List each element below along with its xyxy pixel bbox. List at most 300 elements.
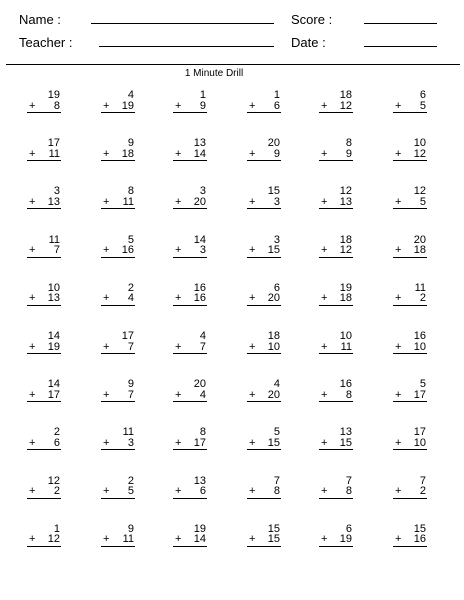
addend-top: 9 xyxy=(127,378,134,391)
answer-line[interactable] xyxy=(173,449,207,450)
plus-sign: + xyxy=(249,292,256,305)
addend-bottom: 8 xyxy=(345,388,352,401)
plus-sign: + xyxy=(29,147,36,160)
addend-top: 1 xyxy=(53,522,60,535)
addend-bottom-row xyxy=(27,197,61,208)
problem xyxy=(173,138,207,159)
answer-line[interactable] xyxy=(173,401,207,402)
problem xyxy=(173,331,207,352)
problem xyxy=(319,90,353,111)
addend-bottom-row xyxy=(319,342,353,353)
plus-sign: + xyxy=(103,388,110,401)
plus-sign: + xyxy=(175,533,182,546)
addend-top: 8 xyxy=(127,185,134,198)
plus-sign: + xyxy=(395,292,402,305)
addend-bottom: 4 xyxy=(199,388,206,401)
addend-bottom-row xyxy=(393,293,427,304)
addend-top: 6 xyxy=(419,89,426,101)
addend-bottom: 16 xyxy=(413,533,426,546)
problem xyxy=(247,186,281,207)
addend-bottom: 16 xyxy=(193,292,206,305)
plus-sign: + xyxy=(321,485,328,498)
addend-bottom-row xyxy=(247,245,281,256)
name-label: Name : xyxy=(19,12,61,27)
answer-line[interactable] xyxy=(173,112,207,113)
problem xyxy=(319,476,353,497)
answer-line[interactable] xyxy=(319,401,353,402)
addend-top: 14 xyxy=(193,233,206,246)
addend-top: 11 xyxy=(48,233,60,246)
addend-bottom: 20 xyxy=(267,292,280,305)
plus-sign: + xyxy=(395,533,402,546)
problem xyxy=(247,331,281,352)
problem xyxy=(319,283,353,304)
addend-top: 17 xyxy=(121,330,134,342)
answer-line[interactable] xyxy=(319,353,353,354)
addend-top: 19 xyxy=(47,89,60,101)
addend-top: 2 xyxy=(127,474,134,487)
problem xyxy=(27,138,61,159)
answer-line[interactable] xyxy=(27,498,61,499)
problem xyxy=(393,90,427,111)
addend-bottom: 19 xyxy=(339,533,352,546)
answer-line[interactable] xyxy=(247,257,281,258)
answer-line[interactable] xyxy=(173,160,207,161)
addend-top: 4 xyxy=(273,378,280,391)
problem xyxy=(247,235,281,256)
addend-bottom: 12 xyxy=(339,99,352,112)
plus-sign: + xyxy=(321,292,328,305)
addend-top: 3 xyxy=(273,233,280,246)
addend-bottom: 14 xyxy=(193,533,206,546)
addend-bottom: 11 xyxy=(122,195,134,208)
addend-top: 17 xyxy=(413,426,426,439)
addend-bottom-row xyxy=(393,390,427,401)
plus-sign: + xyxy=(395,485,402,498)
addend-bottom-row xyxy=(393,342,427,353)
addend-bottom-row xyxy=(393,197,427,208)
addend-bottom-row xyxy=(319,486,353,497)
addend-bottom-row xyxy=(173,486,207,497)
problem xyxy=(319,186,353,207)
addend-bottom-row xyxy=(101,197,135,208)
addend-bottom: 16 xyxy=(121,244,134,257)
problem xyxy=(393,283,427,304)
addend-bottom-row xyxy=(173,534,207,545)
addend-bottom: 15 xyxy=(267,436,280,449)
addend-top: 14 xyxy=(47,378,60,391)
addend-bottom-row xyxy=(173,293,207,304)
addend-bottom-row xyxy=(101,149,135,160)
problem xyxy=(393,524,427,545)
problem xyxy=(101,138,135,159)
answer-line[interactable] xyxy=(101,401,135,402)
plus-sign: + xyxy=(395,340,402,353)
answer-line[interactable] xyxy=(173,257,207,258)
answer-line[interactable] xyxy=(101,498,135,499)
plus-sign: + xyxy=(29,195,36,208)
addend-bottom: 18 xyxy=(339,292,352,305)
addend-bottom: 13 xyxy=(47,195,60,208)
addend-bottom: 8 xyxy=(273,485,280,498)
addend-top: 8 xyxy=(199,426,206,439)
problem xyxy=(173,476,207,497)
addend-top: 10 xyxy=(413,137,426,150)
addend-bottom: 9 xyxy=(345,147,352,160)
answer-line[interactable] xyxy=(247,112,281,113)
answer-line[interactable] xyxy=(319,546,353,547)
answer-line[interactable] xyxy=(319,305,353,306)
problem xyxy=(393,427,427,448)
addend-bottom: 3 xyxy=(127,436,134,449)
problem xyxy=(101,476,135,497)
plus-sign: + xyxy=(321,99,328,112)
answer-line[interactable] xyxy=(393,305,427,306)
answer-line[interactable] xyxy=(319,449,353,450)
addend-bottom: 14 xyxy=(193,147,206,160)
problem xyxy=(247,379,281,400)
addend-bottom-row xyxy=(247,342,281,353)
plus-sign: + xyxy=(29,340,36,353)
plus-sign: + xyxy=(395,195,402,208)
problem xyxy=(393,476,427,497)
plus-sign: + xyxy=(29,533,36,546)
teacher-field[interactable] xyxy=(99,46,274,47)
answer-line[interactable] xyxy=(101,160,135,161)
addend-top: 13 xyxy=(193,474,206,487)
addend-top: 18 xyxy=(339,233,352,246)
addend-bottom-row xyxy=(101,390,135,401)
score-field[interactable] xyxy=(364,23,437,24)
problem xyxy=(173,379,207,400)
addend-bottom: 19 xyxy=(47,340,60,353)
name-field[interactable] xyxy=(91,23,274,24)
date-field[interactable] xyxy=(364,46,437,47)
plus-sign: + xyxy=(249,244,256,257)
addend-bottom-row xyxy=(101,534,135,545)
problem xyxy=(173,427,207,448)
addend-bottom-row xyxy=(393,486,427,497)
problem xyxy=(173,90,207,111)
addend-top: 7 xyxy=(273,474,280,487)
addend-bottom: 5 xyxy=(419,99,426,112)
plus-sign: + xyxy=(321,388,328,401)
addend-bottom-row xyxy=(247,101,281,112)
addend-bottom-row xyxy=(27,438,61,449)
addend-bottom-row xyxy=(173,149,207,160)
answer-line[interactable] xyxy=(27,257,61,258)
plus-sign: + xyxy=(29,99,36,112)
problem xyxy=(101,331,135,352)
addend-bottom-row xyxy=(319,197,353,208)
problem xyxy=(101,235,135,256)
addend-bottom-row xyxy=(319,534,353,545)
answer-line[interactable] xyxy=(27,208,61,209)
addend-top: 13 xyxy=(339,426,352,439)
answer-line[interactable] xyxy=(319,498,353,499)
addend-bottom-row xyxy=(173,438,207,449)
problem xyxy=(101,379,135,400)
problem xyxy=(247,90,281,111)
answer-line[interactable] xyxy=(101,449,135,450)
answer-line[interactable] xyxy=(319,208,353,209)
answer-line[interactable] xyxy=(393,546,427,547)
answer-line[interactable] xyxy=(101,208,135,209)
addend-top: 16 xyxy=(413,330,426,342)
problem xyxy=(319,331,353,352)
addend-bottom: 7 xyxy=(127,340,134,353)
addend-bottom: 15 xyxy=(267,244,280,257)
addend-bottom-row xyxy=(319,101,353,112)
plus-sign: + xyxy=(103,485,110,498)
addend-top: 14 xyxy=(47,330,60,342)
addend-top: 7 xyxy=(419,474,426,487)
addend-bottom-row xyxy=(319,390,353,401)
addend-bottom-row xyxy=(101,101,135,112)
plus-sign: + xyxy=(321,147,328,160)
page-title: 1 Minute Drill xyxy=(184,68,244,79)
plus-sign: + xyxy=(249,388,256,401)
addend-top: 17 xyxy=(47,137,60,150)
problem xyxy=(393,186,427,207)
problem xyxy=(27,427,61,448)
addend-bottom: 12 xyxy=(339,244,352,257)
addend-bottom: 17 xyxy=(193,436,206,449)
plus-sign: + xyxy=(175,388,182,401)
plus-sign: + xyxy=(175,485,182,498)
addend-bottom-row xyxy=(27,293,61,304)
answer-line[interactable] xyxy=(247,353,281,354)
addend-top: 20 xyxy=(413,233,426,246)
problem xyxy=(247,138,281,159)
answer-line[interactable] xyxy=(173,546,207,547)
addend-bottom-row xyxy=(27,245,61,256)
addend-bottom-row xyxy=(393,149,427,160)
problem xyxy=(101,186,135,207)
answer-line[interactable] xyxy=(319,257,353,258)
addend-top: 2 xyxy=(127,281,134,294)
plus-sign: + xyxy=(103,292,110,305)
addend-bottom: 10 xyxy=(413,340,426,353)
problem xyxy=(247,283,281,304)
problem xyxy=(319,235,353,256)
problem xyxy=(27,524,61,545)
answer-line[interactable] xyxy=(27,112,61,113)
problem xyxy=(101,524,135,545)
addend-top: 7 xyxy=(345,474,352,487)
plus-sign: + xyxy=(175,244,182,257)
addend-bottom: 18 xyxy=(413,244,426,257)
addend-bottom: 6 xyxy=(273,99,280,112)
addend-bottom: 3 xyxy=(199,244,206,257)
addend-top: 19 xyxy=(339,281,352,294)
addend-bottom-row xyxy=(173,101,207,112)
answer-line[interactable] xyxy=(173,305,207,306)
problem xyxy=(319,138,353,159)
addend-bottom-row xyxy=(173,197,207,208)
answer-line[interactable] xyxy=(393,160,427,161)
addend-bottom-row xyxy=(247,197,281,208)
plus-sign: + xyxy=(395,244,402,257)
problem xyxy=(319,427,353,448)
addend-bottom: 4 xyxy=(127,292,134,305)
answer-line[interactable] xyxy=(27,401,61,402)
addend-bottom-row xyxy=(27,486,61,497)
answer-line[interactable] xyxy=(173,353,207,354)
addend-bottom: 2 xyxy=(53,485,60,498)
plus-sign: + xyxy=(175,340,182,353)
answer-line[interactable] xyxy=(319,160,353,161)
answer-line[interactable] xyxy=(173,208,207,209)
answer-line[interactable] xyxy=(27,546,61,547)
answer-line[interactable] xyxy=(393,498,427,499)
plus-sign: + xyxy=(321,533,328,546)
addend-top: 5 xyxy=(419,378,426,391)
problem xyxy=(101,283,135,304)
addend-top: 11 xyxy=(122,426,134,439)
answer-line[interactable] xyxy=(247,305,281,306)
addend-bottom: 9 xyxy=(199,99,206,112)
plus-sign: + xyxy=(249,147,256,160)
answer-line[interactable] xyxy=(27,305,61,306)
answer-line[interactable] xyxy=(27,449,61,450)
addend-top: 9 xyxy=(127,522,134,535)
addend-top: 15 xyxy=(413,522,426,535)
addend-top: 5 xyxy=(127,233,134,246)
problem xyxy=(173,186,207,207)
addend-bottom-row xyxy=(319,293,353,304)
addend-bottom: 6 xyxy=(199,485,206,498)
problem xyxy=(27,331,61,352)
addend-bottom-row xyxy=(319,245,353,256)
addend-top: 15 xyxy=(267,185,280,198)
addend-bottom: 2 xyxy=(419,292,426,305)
plus-sign: + xyxy=(29,292,36,305)
addend-bottom-row xyxy=(101,342,135,353)
answer-line[interactable] xyxy=(393,208,427,209)
addend-bottom: 20 xyxy=(267,388,280,401)
addend-top: 4 xyxy=(199,330,206,342)
addend-top: 9 xyxy=(127,137,134,150)
plus-sign: + xyxy=(395,436,402,449)
addend-top: 5 xyxy=(273,426,280,439)
addend-bottom-row xyxy=(27,390,61,401)
addend-bottom-row xyxy=(393,245,427,256)
addend-bottom-row xyxy=(173,390,207,401)
answer-line[interactable] xyxy=(393,257,427,258)
addend-top: 16 xyxy=(193,281,206,294)
addend-bottom: 17 xyxy=(413,388,426,401)
addend-bottom: 12 xyxy=(413,147,426,160)
addend-top: 6 xyxy=(345,522,352,535)
plus-sign: + xyxy=(175,436,182,449)
problem xyxy=(27,476,61,497)
answer-line[interactable] xyxy=(247,546,281,547)
addend-bottom: 8 xyxy=(345,485,352,498)
addend-top: 3 xyxy=(199,185,206,198)
addend-bottom-row xyxy=(393,534,427,545)
addend-bottom-row xyxy=(27,101,61,112)
answer-line[interactable] xyxy=(101,546,135,547)
answer-line[interactable] xyxy=(173,498,207,499)
problem xyxy=(393,379,427,400)
answer-line[interactable] xyxy=(101,353,135,354)
addend-top: 1 xyxy=(199,89,206,101)
problem xyxy=(393,138,427,159)
addend-bottom: 11 xyxy=(340,340,352,353)
answer-line[interactable] xyxy=(393,401,427,402)
addend-top: 10 xyxy=(47,281,60,294)
addend-top: 16 xyxy=(339,378,352,391)
plus-sign: + xyxy=(321,436,328,449)
addend-bottom: 3 xyxy=(273,195,280,208)
answer-line[interactable] xyxy=(247,498,281,499)
addend-bottom-row xyxy=(319,438,353,449)
addend-bottom-row xyxy=(247,149,281,160)
answer-line[interactable] xyxy=(247,401,281,402)
addend-top: 18 xyxy=(267,330,280,342)
plus-sign: + xyxy=(249,485,256,498)
addend-top: 18 xyxy=(339,89,352,101)
plus-sign: + xyxy=(249,533,256,546)
answer-line[interactable] xyxy=(101,112,135,113)
addend-bottom: 7 xyxy=(199,340,206,353)
plus-sign: + xyxy=(29,244,36,257)
problem xyxy=(173,524,207,545)
plus-sign: + xyxy=(175,292,182,305)
problem xyxy=(101,90,135,111)
addend-bottom-row xyxy=(393,101,427,112)
answer-line[interactable] xyxy=(247,208,281,209)
answer-line[interactable] xyxy=(247,160,281,161)
addend-top: 12 xyxy=(47,474,60,487)
addend-top: 6 xyxy=(273,281,280,294)
plus-sign: + xyxy=(175,195,182,208)
addend-bottom: 8 xyxy=(53,99,60,112)
answer-line[interactable] xyxy=(27,160,61,161)
addend-bottom: 13 xyxy=(47,292,60,305)
problem xyxy=(27,186,61,207)
addend-bottom-row xyxy=(393,438,427,449)
plus-sign: + xyxy=(175,99,182,112)
addend-bottom-row xyxy=(247,390,281,401)
date-label: Date : xyxy=(291,35,326,50)
plus-sign: + xyxy=(103,195,110,208)
addend-top: 4 xyxy=(127,89,134,101)
addend-bottom-row xyxy=(101,438,135,449)
answer-line[interactable] xyxy=(393,112,427,113)
addend-bottom: 19 xyxy=(121,99,134,112)
plus-sign: + xyxy=(395,99,402,112)
addend-bottom-row xyxy=(101,293,135,304)
answer-line[interactable] xyxy=(393,449,427,450)
answer-line[interactable] xyxy=(393,353,427,354)
answer-line[interactable] xyxy=(101,305,135,306)
answer-line[interactable] xyxy=(101,257,135,258)
addend-bottom-row xyxy=(247,293,281,304)
problem xyxy=(27,379,61,400)
answer-line[interactable] xyxy=(319,112,353,113)
addend-top: 3 xyxy=(53,185,60,198)
plus-sign: + xyxy=(103,99,110,112)
plus-sign: + xyxy=(249,99,256,112)
answer-line[interactable] xyxy=(247,449,281,450)
addend-bottom-row xyxy=(101,245,135,256)
addend-top: 1 xyxy=(273,89,280,101)
answer-line[interactable] xyxy=(27,353,61,354)
addend-bottom-row xyxy=(319,149,353,160)
addend-top: 8 xyxy=(345,137,352,150)
